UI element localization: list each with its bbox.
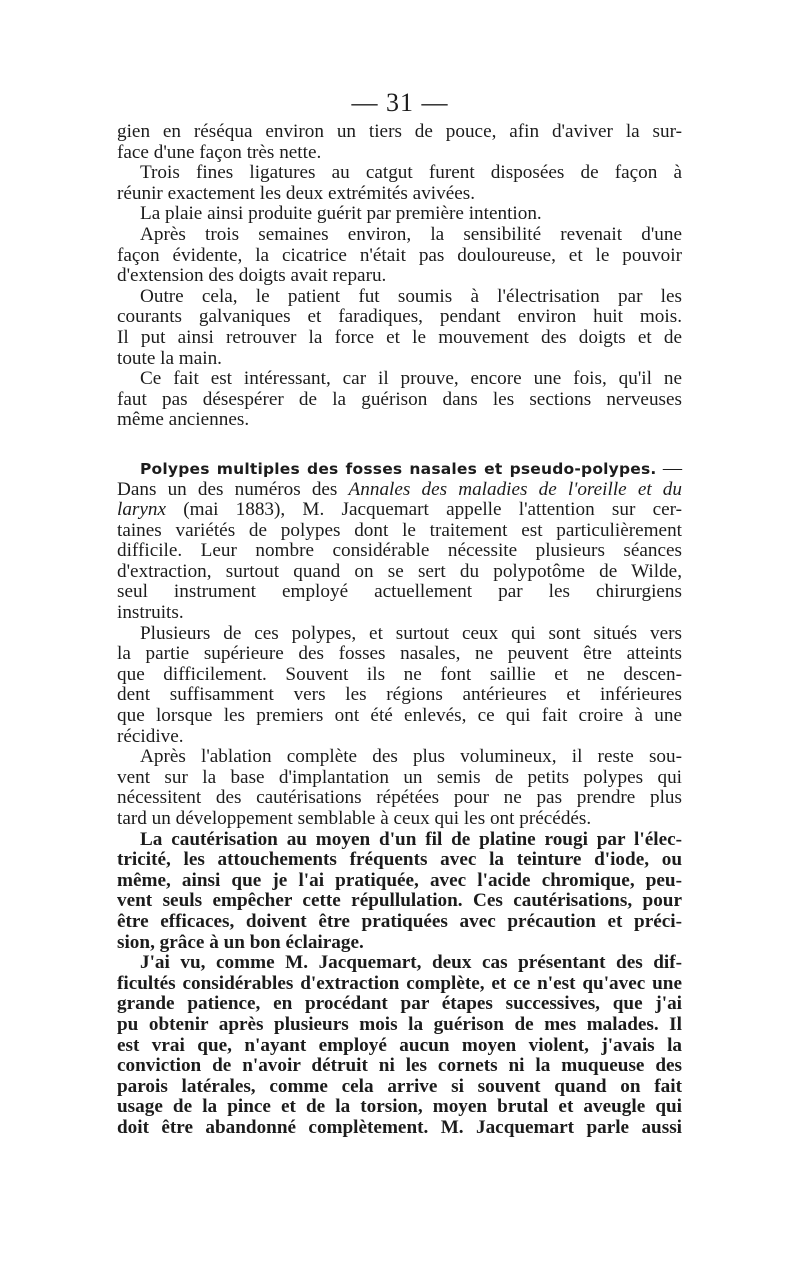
text-line: face d'une façon très nette. xyxy=(117,141,322,163)
text-line: difficile. Leur nombre considérable nécessite plusieurs séances xyxy=(117,540,682,562)
text-line: gien en réséqua environ un tiers de pouce, afin d'aviver la sur- xyxy=(117,121,682,142)
section-heading-line xyxy=(117,459,682,480)
text-line: être efficaces, doivent être pratiquées avec précaution et préci- xyxy=(117,910,682,932)
text-line: dent suffisamment vers les régions antérieures et inférieures xyxy=(117,684,682,706)
text-line: La cautérisation au moyen d'un fil de platine rougi par l'élec- xyxy=(140,828,682,850)
text-line: Il put ainsi retrouver la force et le mouvement des doigts et de xyxy=(117,326,682,348)
text-line: J'ai vu, comme M. Jacquemart, deux cas présentant des dif- xyxy=(140,952,682,974)
heading-dash: — xyxy=(662,457,683,479)
text-line: parois latérales, comme cela arrive si souvent quand on fait xyxy=(117,1075,682,1097)
text-line: que lorsque les premiers ont été enlevés, ce qui fait croire à une xyxy=(117,705,682,727)
text-line xyxy=(117,480,682,501)
text-line: pu obtenir après plusieurs mois la guérison de mes malades. Il xyxy=(117,1013,682,1035)
section-heading: Polypes multiples des fosses nasales et pseudo-polypes. xyxy=(140,459,657,478)
text-line: seul instrument employé actuellement par les chirurgiens xyxy=(117,581,682,603)
text-line: grande patience, en procédant par étapes successives, que j'ai xyxy=(117,993,682,1015)
text-line: Plusieurs de ces polypes, et surtout ceux qui sont situés vers xyxy=(140,622,682,644)
text-line: réunir exactement les deux extrémités avivées. xyxy=(117,182,476,204)
text-line xyxy=(117,500,682,521)
text-line: Trois fines ligatures au catgut furent disposées de façon à xyxy=(140,162,682,184)
text-line: ficultés considérables d'extraction complète, et ce n'est qu'avec une xyxy=(117,972,682,994)
text-line: d'extension des doigts avait reparu. xyxy=(117,265,387,287)
text-line: toute la main. xyxy=(117,347,222,369)
text-line: sion, grâce à un bon éclairage. xyxy=(117,931,364,953)
text-line: conviction de n'avoir détruit ni les cornets ni la muqueuse des xyxy=(117,1055,682,1077)
text-line: vent sur la base d'implantation un semis de petits polypes qui xyxy=(117,766,682,788)
text-fragment: Dans un des numéros des xyxy=(117,478,349,500)
page-number: — 31 — xyxy=(351,88,449,117)
text-line: usage de la pince et de la torsion, moyen brutal et aveugle qui xyxy=(117,1096,682,1118)
text-line: instruits. xyxy=(117,602,184,624)
text-line: Ce fait est intéressant, car il prouve, encore une fois, qu'il ne xyxy=(140,368,682,390)
text-line: récidive. xyxy=(117,725,184,747)
text-line: taines variétés de polypes dont le traitement est particulièrement xyxy=(117,519,682,541)
text-line: courants galvaniques et faradiques, pendant environ huit mois. xyxy=(117,306,682,328)
text-line: la partie supérieure des fosses nasales, ne peuvent être atteints xyxy=(117,643,682,665)
text-line: vent seuls empêcher cette répullulation. Ces cautérisations, pour xyxy=(117,890,682,912)
text-line: La plaie ainsi produite guérit par première intention. xyxy=(140,203,542,225)
text-fragment: (mai 1883), M. Jacquemart appelle l'attention sur cer- xyxy=(166,499,682,521)
dark-print-block xyxy=(117,830,682,1139)
body-text xyxy=(117,122,682,1139)
text-line: Outre cela, le patient fut soumis à l'électrisation par les xyxy=(140,285,682,307)
text-line: nécessitent des cautérisations répétées pour ne pas prendre plus xyxy=(117,787,682,809)
journal-title-end: larynx xyxy=(117,499,167,521)
text-line: Après trois semaines environ, la sensibilité revenait d'une xyxy=(140,223,682,245)
section-gap xyxy=(117,431,682,459)
text-line: même anciennes. xyxy=(117,409,250,431)
text-line: faut pas désespérer de la guérison dans les sections nerveuses xyxy=(117,388,682,410)
text-line: même, ainsi que je l'ai pratiquée, avec l'acide chromique, peu- xyxy=(117,869,682,891)
text-line: tricité, les attouchements fréquents avec la teinture d'iode, ou xyxy=(117,849,682,871)
text-line: tard un développement semblable à ceux qui les ont précédés. xyxy=(117,808,592,829)
text-line: d'extraction, surtout quand on se sert du polypotôme de Wilde, xyxy=(117,560,682,582)
text-line: que difficilement. Souvent ils ne font saillie et ne descen- xyxy=(117,663,682,685)
text-line: Après l'ablation complète des plus volumineux, il reste sou- xyxy=(140,746,682,768)
journal-title: Annales des maladies de l'oreille et du xyxy=(348,478,682,500)
text-line: est vrai que, n'ayant employé aucun moyen violent, j'avais la xyxy=(117,1034,682,1056)
text-line: façon évidente, la cicatrice n'était pas douloureuse, et le pouvoir xyxy=(117,244,682,266)
text-line: doit être abandonné complètement. M. Jacquemart parle aussi xyxy=(117,1116,682,1138)
